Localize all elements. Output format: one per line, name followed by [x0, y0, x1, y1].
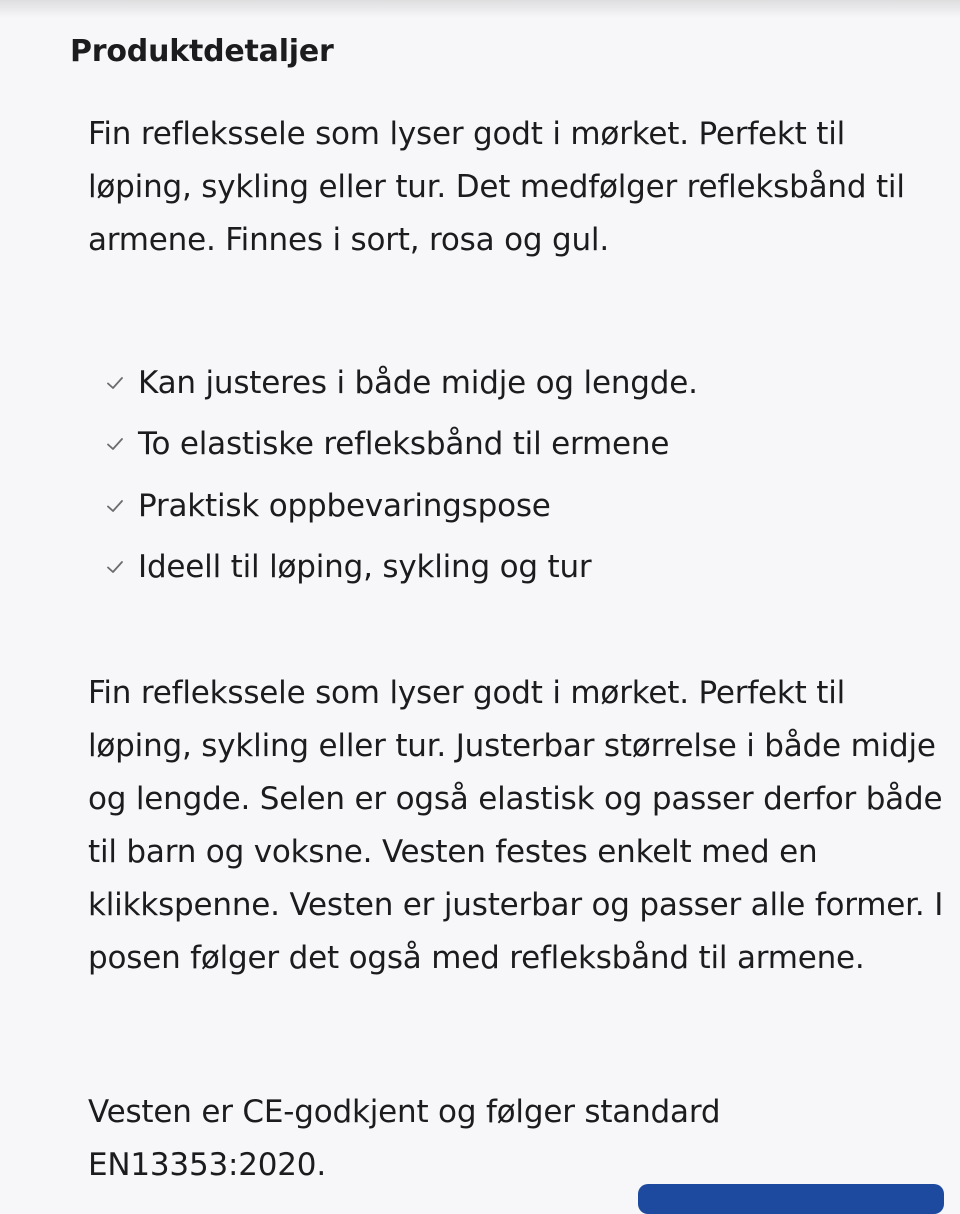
check-icon	[104, 372, 126, 394]
feature-label: To elastiske refleksbånd til ermene	[138, 426, 670, 463]
feature-item	[104, 475, 698, 537]
section-title: Produktdetaljer	[70, 34, 334, 69]
feature-item	[104, 414, 698, 476]
certification-text: Vesten er CE-godkjent og følger standard EN13353:2020.	[88, 1094, 721, 1183]
feature-item	[104, 352, 698, 414]
feature-label: Kan justeres i både midje og lengde.	[138, 364, 698, 401]
feature-item	[104, 537, 698, 599]
check-icon	[104, 433, 126, 455]
feature-list	[104, 352, 698, 598]
check-icon	[104, 556, 126, 578]
description-text: Fin reflekssele som lyser godt i mørket. Perfekt til løping, sykling eller tur. Justerbar størrelse i både midje og lengde. Selen er også elastisk og passer derfor både til barn og voksne. Vesten festes enkelt med en klikkspenne. Vesten er justerbar og passer alle former. I posen følger det også med refleksbånd til armene.	[88, 675, 944, 976]
check-icon	[104, 495, 126, 517]
header-shadow	[0, 0, 960, 18]
intro-text: Fin reflekssele som lyser godt i mørket. Perfekt til løping, sykling eller tur. Det medfølger refleksbånd til armene. Finnes i sort, rosa og gul.	[88, 116, 905, 258]
add-to-cart-button[interactable]	[638, 1184, 944, 1214]
feature-label: Praktisk oppbevaringspose	[138, 487, 551, 524]
feature-label: Ideell til løping, sykling og tur	[138, 549, 592, 586]
